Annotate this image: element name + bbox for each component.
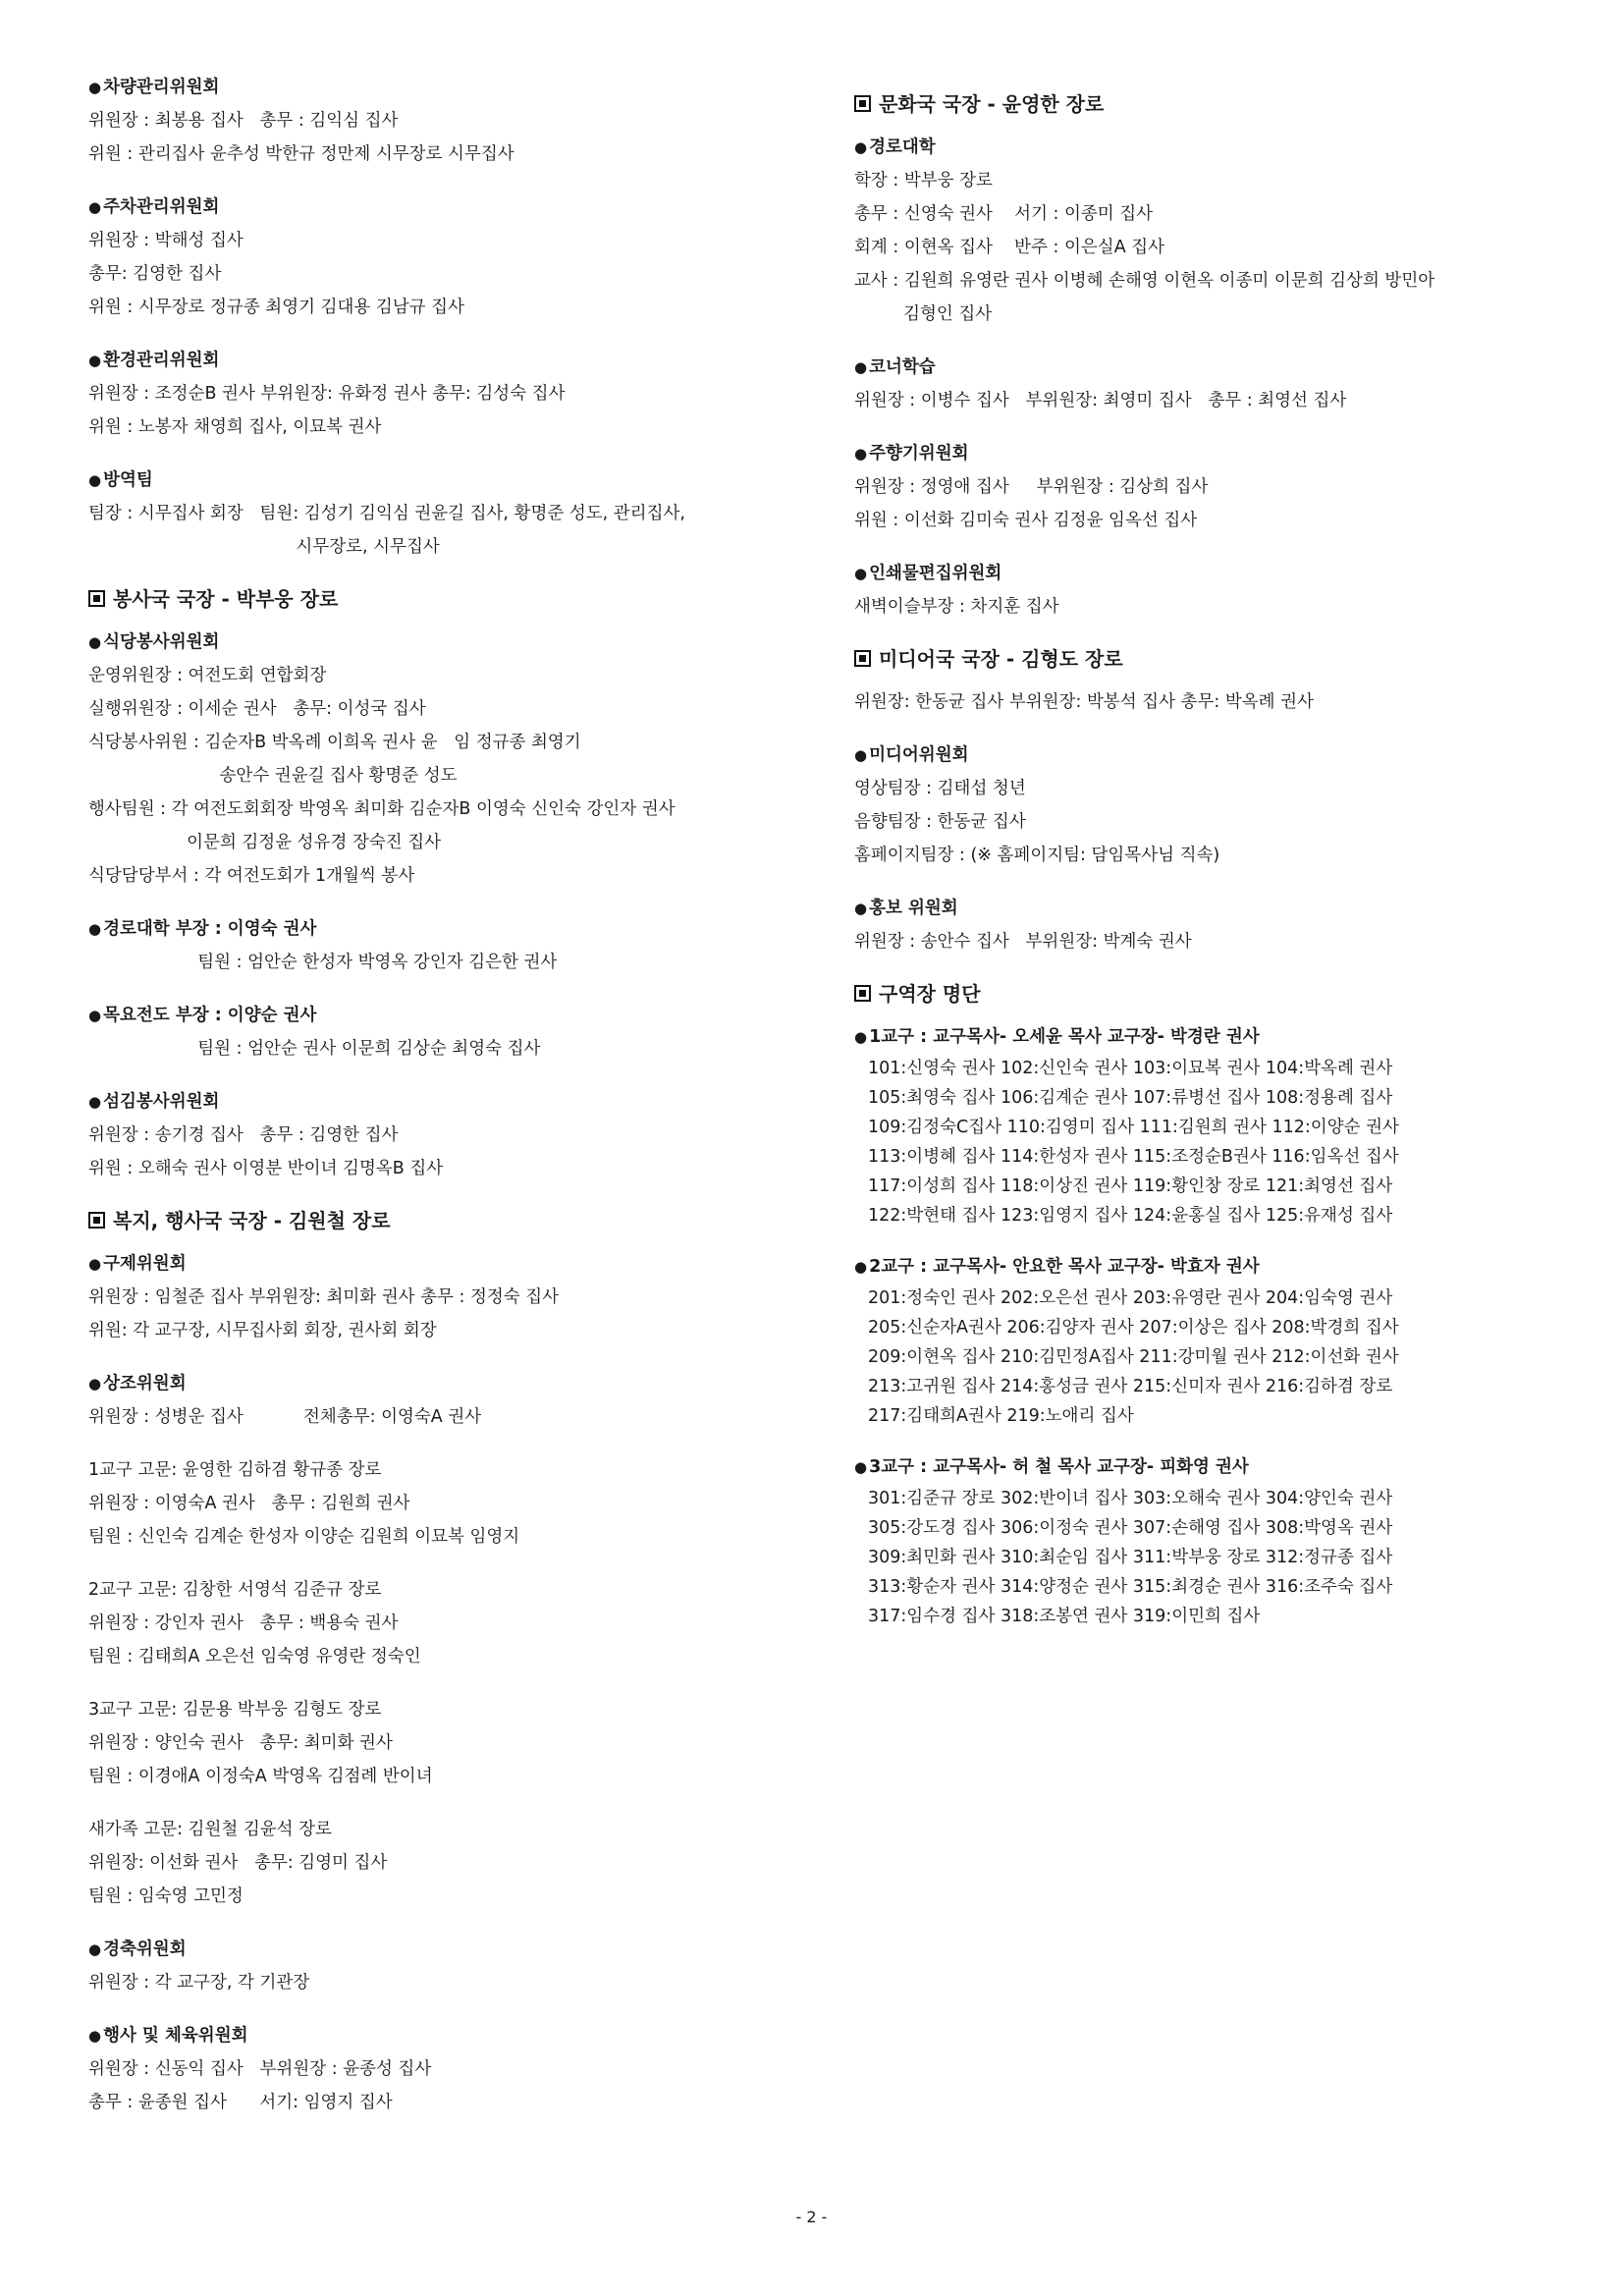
district-roster	[854, 1020, 1581, 1230]
section-heading	[88, 1205, 835, 1233]
member-line: 위원 : 오해숙 권사 이영분 반이녀 김명옥B 집사	[88, 1159, 444, 1178]
committee-title: ● 미디어위원회	[854, 738, 1581, 772]
roster-line: 313:황순자 권사 314:양정순 권사 315:최경순 권사 316:조주숙 집사	[868, 1577, 1393, 1597]
text-group	[854, 685, 1581, 719]
committee-block	[854, 557, 1581, 624]
committee-title: ● 경축위원회	[88, 1933, 835, 1966]
roster-line: 201:정숙인 권사 202:오은선 권사 203:유영란 권사 204:임숙영 권사	[868, 1288, 1393, 1308]
member-line: 위원장: 이선화 권사 총무: 김영미 집사	[88, 1853, 388, 1873]
text-group	[88, 1573, 835, 1673]
committee-title: ● 3교구 : 교구목사- 허 철 목사 교구장- 피화영 권사	[854, 1450, 1581, 1484]
committee-title: ● 경로대학	[854, 131, 1581, 164]
member-line: 팀원 : 엄안순 권사 이문희 김상순 최영숙 집사	[88, 1039, 541, 1059]
square-bullet-icon	[854, 985, 871, 1002]
roster-line: 217:김태희A권사 219:노애리 집사	[868, 1406, 1134, 1426]
committee-block	[88, 1933, 835, 1999]
committee-title: ● 방역팀	[88, 464, 835, 497]
committee-title: ● 구제위원회	[88, 1247, 835, 1281]
member-line: 행사팀원 : 각 여전도회회장 박영옥 최미화 김순자B 이영숙 신인숙 강인자 권사	[88, 799, 676, 819]
member-line: 송안수 권윤길 집사 황명준 성도	[88, 766, 458, 786]
roster-line: 117:이성희 집사 118:이상진 권사 119:황인창 장로 121:최영선 집사	[868, 1176, 1393, 1196]
roster-line: 109:김정숙C집사 110:김영미 집사 111:김원희 권사 112:이양순 권사	[868, 1118, 1399, 1137]
roster-line: 317:임수경 집사 318:조봉연 권사 319:이민희 집사	[868, 1607, 1261, 1626]
committee-title: ● 1교구 : 교구목사- 오세윤 목사 교구장- 박경란 권사	[854, 1020, 1581, 1054]
member-line: 위원장 : 이영숙A 권사 총무 : 김원희 권사	[88, 1494, 410, 1513]
roster-line: 205:신순자A권사 206:김양자 권사 207:이상은 집사 208:박경희 집사	[868, 1318, 1399, 1338]
section-heading	[854, 643, 1581, 672]
square-bullet-icon	[88, 590, 105, 607]
roster-line: 213:고귀원 집사 214:홍성금 권사 215:신미자 권사 216:김하겸 장로	[868, 1377, 1393, 1396]
member-line: 1교구 고문: 윤영한 김하겸 황규종 장로	[88, 1460, 382, 1480]
committee-title: ● 주차관리위원회	[88, 191, 835, 224]
roster-line: 301:김준규 장로 302:반이녀 집사 303:오해숙 권사 304:양인숙 권사	[868, 1489, 1393, 1508]
member-line: 위원장 : 조정순B 권사 부위원장: 유화정 권사 총무: 김성숙 집사	[88, 384, 566, 404]
roster-line: 309:최민화 권사 310:최순임 집사 311:박부웅 장로 312:정규종 집사	[868, 1548, 1393, 1567]
district-roster	[854, 1450, 1581, 1631]
committee-title: ● 환경관리위원회	[88, 344, 835, 377]
committee-title: ● 주향기위원회	[854, 437, 1581, 470]
committee-block	[88, 2019, 835, 2119]
committee-title: ● 2교구 : 교구목사- 안요한 목사 교구장- 박효자 권사	[854, 1250, 1581, 1284]
committee-block	[88, 1247, 835, 1347]
member-line: 식당봉사위원 : 김순자B 박옥례 이희옥 권사 윤 임 정규종 최영기	[88, 733, 581, 752]
section-heading	[88, 583, 835, 612]
committee-block	[854, 131, 1581, 331]
member-line: 팀장 : 시무집사 회장 팀원: 김성기 김익심 권윤길 집사, 황명준 성도, 관리집사,	[88, 504, 685, 523]
committee-title: ● 식당봉사위원회	[88, 626, 835, 659]
member-line: 위원 : 이선화 김미숙 권사 김정윤 임옥선 집사	[854, 511, 1198, 530]
member-line: 총무 : 윤종원 집사 서기: 임영지 집사	[88, 2093, 393, 2112]
committee-block	[88, 1085, 835, 1185]
committee-block	[854, 738, 1581, 872]
committee-block	[88, 191, 835, 324]
committee-block	[88, 344, 835, 444]
committee-title: ● 섬김봉사위원회	[88, 1085, 835, 1119]
member-line: 위원장 : 송기경 집사 총무 : 김영한 집사	[88, 1125, 399, 1145]
section-title: 봉사국 국장 - 박부웅 장로	[113, 587, 339, 611]
member-line: 위원장 : 양인숙 권사 총무: 최미화 권사	[88, 1733, 393, 1753]
member-line: 이문희 김정윤 성유경 장숙진 집사	[88, 833, 442, 852]
district-roster	[854, 1250, 1581, 1431]
committee-block	[854, 892, 1581, 958]
member-line: 위원장 : 신동익 집사 부위원장 : 윤종성 집사	[88, 2059, 432, 2079]
member-line: 총무: 김영한 집사	[88, 264, 222, 284]
member-line: 위원장 : 성병운 집사 전체총무: 이영숙A 권사	[88, 1407, 482, 1427]
member-line: 위원장 : 임철준 집사 부위원장: 최미화 권사 총무 : 정정숙 집사	[88, 1287, 560, 1307]
committee-title: ● 경로대학 부장 : 이영숙 권사	[88, 912, 835, 946]
text-group	[88, 1813, 835, 1913]
member-line: 위원: 각 교구장, 시무집사회 회장, 권사회 회장	[88, 1321, 437, 1340]
member-line: 팀원 : 엄안순 한성자 박영옥 강인자 김은한 권사	[88, 953, 558, 972]
member-line: 위원장 : 강인자 권사 총무 : 백용숙 권사	[88, 1613, 399, 1633]
member-line: 위원장 : 정영애 집사 부위원장 : 김상희 집사	[854, 477, 1209, 497]
roster-line: 113:이병혜 집사 114:한성자 권사 115:조정순B권사 116:임옥선 집사	[868, 1147, 1399, 1167]
member-line: 위원장 : 최봉용 집사 총무 : 김익심 집사	[88, 111, 399, 131]
committee-title: ● 차량관리위원회	[88, 71, 835, 104]
committee-title: ● 코너학습	[854, 351, 1581, 384]
committee-block	[88, 1367, 835, 1434]
member-line: 위원장: 한동균 집사 부위원장: 박봉석 집사 총무: 박옥례 권사	[854, 692, 1314, 712]
square-bullet-icon	[88, 1212, 105, 1229]
member-line: 2교구 고문: 김창한 서영석 김준규 장로	[88, 1580, 382, 1600]
member-line: 김형인 집사	[854, 304, 993, 324]
committee-title: ● 인쇄물편집위원회	[854, 557, 1581, 590]
page-number: - 2 -	[795, 2208, 828, 2226]
committee-block	[88, 999, 835, 1066]
member-line: 3교구 고문: 김문용 박부웅 김형도 장로	[88, 1700, 382, 1720]
committee-title: ● 상조위원회	[88, 1367, 835, 1400]
member-line: 교사 : 김원희 유영란 권사 이병혜 손해영 이현옥 이종미 이문희 김상희 방민아	[854, 271, 1435, 291]
committee-block	[88, 464, 835, 564]
member-line: 식당담당부서 : 각 여전도회가 1개월씩 봉사	[88, 866, 415, 886]
roster-line: 122:박현태 집사 123:임영지 집사 124:윤홍실 집사 125:유재성 집사	[868, 1206, 1393, 1226]
member-line: 실행위원장 : 이세순 권사 총무: 이성국 집사	[88, 699, 426, 719]
committee-block	[854, 437, 1581, 537]
committee-title: ● 행사 및 체육위원회	[88, 2019, 835, 2052]
roster-line: 105:최영숙 집사 106:김계순 권사 107:류병선 집사 108:정용례 집사	[868, 1088, 1393, 1108]
member-line: 새벽이슬부장 : 차지훈 집사	[854, 597, 1059, 617]
section-title: 복지, 행사국 국장 - 김원철 장로	[113, 1209, 391, 1232]
roster-line: 305:강도경 집사 306:이정숙 권사 307:손해영 집사 308:박영옥 권사	[868, 1518, 1393, 1538]
committee-block	[88, 912, 835, 979]
right-column	[854, 71, 1581, 1651]
section-heading	[854, 978, 1581, 1007]
member-line: 운영위원장 : 여전도회 연합회장	[88, 666, 327, 685]
member-line: 팀원 : 임숙영 고민정	[88, 1886, 243, 1906]
member-line: 홈페이지팀장 : (※ 홈페이지팀: 담임목사님 직속)	[854, 846, 1220, 865]
text-group	[88, 1693, 835, 1793]
text-group	[88, 1453, 835, 1554]
member-line: 위원장 : 이병수 집사 부위원장: 최영미 집사 총무 : 최영선 집사	[854, 391, 1347, 410]
committee-block	[88, 626, 835, 893]
committee-block	[854, 351, 1581, 417]
member-line: 팀원 : 신인숙 김계순 한성자 이양순 김원희 이묘복 임영지	[88, 1527, 520, 1547]
member-line: 팀원 : 김태희A 오은선 임숙영 유영란 정숙인	[88, 1647, 421, 1667]
member-line: 회계 : 이현옥 집사 반주 : 이은실A 집사	[854, 238, 1165, 257]
roster-line: 209:이현옥 집사 210:김민정A집사 211:강미월 권사 212:이선화 권사	[868, 1347, 1399, 1367]
member-line: 총무 : 신영숙 권사 서기 : 이종미 집사	[854, 204, 1154, 224]
member-line: 위원장 : 박해성 집사	[88, 231, 243, 250]
member-line: 팀원 : 이경애A 이정숙A 박영옥 김점례 반이녀	[88, 1767, 433, 1786]
square-bullet-icon	[854, 650, 871, 667]
member-line: 시무장로, 시무집사	[88, 537, 440, 557]
member-line: 위원장 : 송안수 집사 부위원장: 박계숙 권사	[854, 932, 1192, 952]
left-column	[88, 71, 835, 2139]
member-line: 새가족 고문: 김원철 김윤석 장로	[88, 1820, 332, 1839]
member-line: 위원 : 시무장로 정규종 최영기 김대용 김남규 집사	[88, 298, 464, 317]
member-line: 영상팀장 : 김태섭 청년	[854, 779, 1026, 798]
section-title: 미디어국 국장 - 김형도 장로	[879, 647, 1123, 671]
roster-line: 101:신영숙 권사 102:신인숙 권사 103:이묘복 권사 104:박옥례 권사	[868, 1059, 1393, 1078]
member-line: 위원 : 관리집사 윤추성 박한규 정만제 시무장로 시무집사	[88, 144, 514, 164]
member-line: 학장 : 박부웅 장로	[854, 171, 993, 191]
member-line: 음향팀장 : 한동균 집사	[854, 812, 1026, 832]
section-title: 구역장 명단	[879, 982, 981, 1006]
section-heading	[854, 88, 1581, 117]
square-bullet-icon	[854, 95, 871, 112]
section-title: 문화국 국장 - 윤영한 장로	[879, 92, 1105, 116]
member-line: 위원 : 노봉자 채영희 집사, 이묘복 권사	[88, 417, 382, 437]
committee-title: ● 홍보 위원회	[854, 892, 1581, 925]
member-line: 위원장 : 각 교구장, 각 기관장	[88, 1973, 310, 1993]
committee-block	[88, 71, 835, 171]
committee-title: ● 목요전도 부장 : 이양순 권사	[88, 999, 835, 1032]
